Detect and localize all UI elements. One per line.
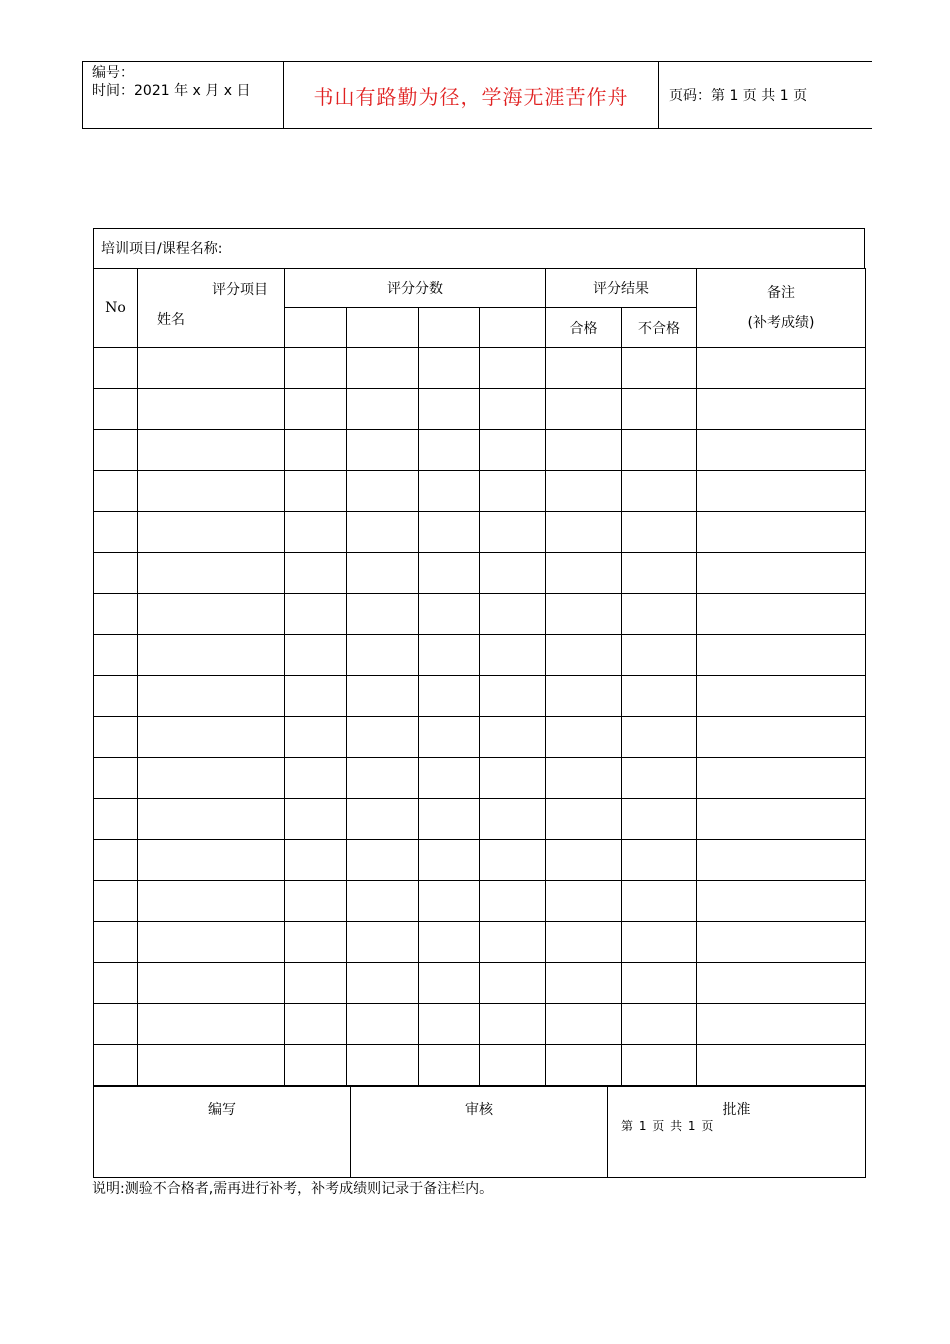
table-cell[interactable] bbox=[480, 594, 546, 635]
table-cell[interactable] bbox=[347, 553, 419, 594]
table-cell[interactable] bbox=[94, 840, 138, 881]
table-cell[interactable] bbox=[622, 430, 697, 471]
table-cell[interactable] bbox=[419, 1004, 480, 1045]
table-cell[interactable] bbox=[347, 963, 419, 1004]
table-cell[interactable] bbox=[285, 1004, 347, 1045]
table-cell[interactable] bbox=[546, 553, 622, 594]
table-cell[interactable] bbox=[697, 471, 866, 512]
col-remark-label: 备注 bbox=[767, 285, 795, 301]
table-cell[interactable] bbox=[94, 717, 138, 758]
table-cell[interactable] bbox=[480, 881, 546, 922]
table-cell[interactable] bbox=[94, 799, 138, 840]
table-cell[interactable] bbox=[138, 799, 285, 840]
table-cell[interactable] bbox=[622, 676, 697, 717]
table-cell[interactable] bbox=[480, 553, 546, 594]
date-label: 时间：2021 年 x 月 x 日 bbox=[92, 83, 251, 99]
table-cell[interactable] bbox=[285, 512, 347, 553]
table-cell[interactable] bbox=[347, 1004, 419, 1045]
table-cell[interactable] bbox=[419, 512, 480, 553]
motto: 书山有路勤为径，学海无涯苦作舟 bbox=[284, 62, 659, 128]
table-cell[interactable] bbox=[138, 1045, 285, 1086]
col-result-header: 评分结果 bbox=[546, 269, 697, 308]
table-cell[interactable] bbox=[347, 799, 419, 840]
writer-label: 编写 bbox=[208, 1102, 236, 1118]
table-cell[interactable] bbox=[697, 1045, 866, 1086]
table-row bbox=[94, 512, 866, 553]
table-cell[interactable] bbox=[622, 512, 697, 553]
col-item-name-header bbox=[138, 269, 285, 348]
table-cell[interactable] bbox=[546, 471, 622, 512]
table-cell[interactable] bbox=[480, 922, 546, 963]
table-cell[interactable] bbox=[622, 635, 697, 676]
reviewer-cell[interactable] bbox=[351, 1087, 608, 1178]
table-cell[interactable] bbox=[347, 430, 419, 471]
table-cell[interactable] bbox=[480, 1045, 546, 1086]
table-cell[interactable] bbox=[285, 1045, 347, 1086]
col-pass-header: 合格 bbox=[546, 308, 622, 348]
table-cell[interactable] bbox=[94, 430, 138, 471]
table-row bbox=[94, 635, 866, 676]
table-cell[interactable] bbox=[94, 881, 138, 922]
table-cell[interactable] bbox=[697, 1004, 866, 1045]
course-label: 培训项目/课程名称: bbox=[101, 241, 223, 257]
approver-cell[interactable] bbox=[608, 1087, 866, 1178]
header-meta bbox=[83, 62, 284, 128]
page-label: 页码：第 1 页 共 1 页 bbox=[669, 88, 808, 104]
table-cell[interactable] bbox=[138, 471, 285, 512]
table-cell[interactable] bbox=[697, 389, 866, 430]
table-cell[interactable] bbox=[622, 840, 697, 881]
page-small-label: 第 1 页 共 1 页 bbox=[621, 1119, 715, 1133]
table-cell[interactable] bbox=[622, 717, 697, 758]
table-cell[interactable] bbox=[347, 348, 419, 389]
table-cell[interactable] bbox=[480, 799, 546, 840]
table-cell[interactable] bbox=[347, 594, 419, 635]
table-cell[interactable] bbox=[622, 1004, 697, 1045]
table-cell[interactable] bbox=[419, 758, 480, 799]
table-cell[interactable] bbox=[622, 389, 697, 430]
table-cell[interactable] bbox=[138, 717, 285, 758]
table-cell[interactable] bbox=[94, 963, 138, 1004]
table-cell[interactable] bbox=[480, 676, 546, 717]
table-cell[interactable] bbox=[285, 758, 347, 799]
table-cell[interactable] bbox=[138, 389, 285, 430]
table-cell[interactable] bbox=[419, 717, 480, 758]
table-cell[interactable] bbox=[94, 512, 138, 553]
course-name-field[interactable] bbox=[93, 228, 865, 269]
sign-table bbox=[93, 1086, 866, 1178]
table-cell[interactable] bbox=[285, 922, 347, 963]
table-cell[interactable] bbox=[285, 881, 347, 922]
table-row bbox=[94, 389, 866, 430]
table-cell[interactable] bbox=[419, 799, 480, 840]
writer-cell[interactable] bbox=[94, 1087, 351, 1178]
table-cell[interactable] bbox=[480, 840, 546, 881]
col-no-header: No bbox=[94, 269, 138, 348]
table-cell[interactable] bbox=[480, 430, 546, 471]
table-row bbox=[94, 799, 866, 840]
table-cell[interactable] bbox=[419, 471, 480, 512]
table-cell[interactable] bbox=[480, 635, 546, 676]
table-cell[interactable] bbox=[546, 1004, 622, 1045]
table-cell[interactable] bbox=[546, 963, 622, 1004]
table-cell[interactable] bbox=[622, 1045, 697, 1086]
table-row bbox=[94, 471, 866, 512]
table-cell[interactable] bbox=[546, 1045, 622, 1086]
table-cell[interactable] bbox=[697, 635, 866, 676]
table-cell[interactable] bbox=[622, 594, 697, 635]
table-cell[interactable] bbox=[138, 840, 285, 881]
col-score-header: 评分分数 bbox=[285, 269, 546, 308]
table-cell[interactable] bbox=[285, 553, 347, 594]
table-cell[interactable] bbox=[480, 512, 546, 553]
table-cell[interactable] bbox=[546, 594, 622, 635]
table-cell[interactable] bbox=[94, 1045, 138, 1086]
number-label: 编号： bbox=[92, 65, 134, 81]
table-cell[interactable] bbox=[285, 799, 347, 840]
table-cell[interactable] bbox=[622, 881, 697, 922]
table-cell[interactable] bbox=[697, 758, 866, 799]
table-cell[interactable] bbox=[347, 512, 419, 553]
col-item-label: 评分项目 bbox=[212, 282, 268, 298]
table-cell[interactable] bbox=[138, 1004, 285, 1045]
table-cell[interactable] bbox=[138, 635, 285, 676]
table-cell[interactable] bbox=[285, 594, 347, 635]
table-cell[interactable] bbox=[94, 635, 138, 676]
reviewer-label: 审核 bbox=[465, 1102, 493, 1118]
table-cell[interactable] bbox=[138, 594, 285, 635]
col-name-label: 姓名 bbox=[157, 312, 185, 328]
table-cell[interactable] bbox=[138, 758, 285, 799]
table-cell[interactable] bbox=[347, 881, 419, 922]
table-row bbox=[94, 758, 866, 799]
table-cell[interactable] bbox=[347, 717, 419, 758]
table-row bbox=[94, 348, 866, 389]
table-cell[interactable] bbox=[285, 348, 347, 389]
table-cell[interactable] bbox=[347, 840, 419, 881]
score-subcol-2[interactable] bbox=[347, 308, 419, 348]
table-row bbox=[94, 1045, 866, 1086]
table-row bbox=[94, 922, 866, 963]
table-cell[interactable] bbox=[94, 676, 138, 717]
table-cell[interactable] bbox=[697, 881, 866, 922]
table-cell[interactable] bbox=[347, 1045, 419, 1086]
table-cell[interactable] bbox=[697, 553, 866, 594]
table-cell[interactable] bbox=[622, 348, 697, 389]
score-subcol-1[interactable] bbox=[285, 308, 347, 348]
table-cell[interactable] bbox=[419, 430, 480, 471]
table-cell[interactable] bbox=[285, 471, 347, 512]
table-cell[interactable] bbox=[697, 430, 866, 471]
table-cell[interactable] bbox=[697, 799, 866, 840]
table-cell[interactable] bbox=[347, 471, 419, 512]
table-cell[interactable] bbox=[138, 881, 285, 922]
table-cell[interactable] bbox=[138, 348, 285, 389]
table-cell[interactable] bbox=[138, 922, 285, 963]
table-cell[interactable] bbox=[622, 758, 697, 799]
table-cell[interactable] bbox=[480, 471, 546, 512]
table-cell[interactable] bbox=[480, 348, 546, 389]
table-cell[interactable] bbox=[546, 389, 622, 430]
table-cell[interactable] bbox=[697, 840, 866, 881]
table-cell[interactable] bbox=[622, 963, 697, 1004]
table-cell[interactable] bbox=[94, 348, 138, 389]
col-fail-header: 不合格 bbox=[622, 308, 697, 348]
table-cell[interactable] bbox=[94, 389, 138, 430]
score-subcol-3[interactable] bbox=[419, 308, 480, 348]
table-cell[interactable] bbox=[546, 676, 622, 717]
table-cell[interactable] bbox=[347, 389, 419, 430]
table-cell[interactable] bbox=[285, 676, 347, 717]
table-cell[interactable] bbox=[697, 676, 866, 717]
table-cell[interactable] bbox=[138, 963, 285, 1004]
table-cell[interactable] bbox=[546, 348, 622, 389]
table-cell[interactable] bbox=[419, 1045, 480, 1086]
table-row bbox=[94, 881, 866, 922]
table-cell[interactable] bbox=[138, 553, 285, 594]
footnote: 说明:测验不合格者,需再进行补考，补考成绩则记录于备注栏内。 bbox=[92, 1181, 494, 1197]
table-row bbox=[94, 676, 866, 717]
table-cell[interactable] bbox=[546, 799, 622, 840]
score-table bbox=[93, 268, 866, 1086]
table-cell[interactable] bbox=[285, 389, 347, 430]
table-cell[interactable] bbox=[697, 348, 866, 389]
table-row bbox=[94, 430, 866, 471]
col-remark-header bbox=[697, 269, 866, 348]
table-cell[interactable] bbox=[285, 430, 347, 471]
table-cell[interactable] bbox=[285, 963, 347, 1004]
table-row bbox=[94, 717, 866, 758]
table-cell[interactable] bbox=[546, 922, 622, 963]
table-cell[interactable] bbox=[546, 840, 622, 881]
table-cell[interactable] bbox=[419, 553, 480, 594]
table-cell[interactable] bbox=[285, 840, 347, 881]
table-cell[interactable] bbox=[546, 512, 622, 553]
approver-label: 批准 bbox=[722, 1102, 751, 1118]
table-cell[interactable] bbox=[419, 922, 480, 963]
table-row bbox=[94, 594, 866, 635]
table-cell[interactable] bbox=[347, 922, 419, 963]
table-cell[interactable] bbox=[94, 1004, 138, 1045]
table-cell[interactable] bbox=[419, 594, 480, 635]
table-cell[interactable] bbox=[622, 471, 697, 512]
table-cell[interactable] bbox=[94, 553, 138, 594]
table-cell[interactable] bbox=[622, 553, 697, 594]
table-cell[interactable] bbox=[94, 594, 138, 635]
table-cell[interactable] bbox=[622, 799, 697, 840]
table-row bbox=[94, 963, 866, 1004]
table-row bbox=[94, 1004, 866, 1045]
table-cell[interactable] bbox=[419, 348, 480, 389]
table-cell[interactable] bbox=[347, 676, 419, 717]
table-cell[interactable] bbox=[138, 676, 285, 717]
table-cell[interactable] bbox=[697, 717, 866, 758]
table-cell[interactable] bbox=[94, 758, 138, 799]
table-cell[interactable] bbox=[697, 512, 866, 553]
table-cell[interactable] bbox=[419, 676, 480, 717]
table-cell[interactable] bbox=[285, 717, 347, 758]
table-cell[interactable] bbox=[546, 635, 622, 676]
table-cell[interactable] bbox=[697, 922, 866, 963]
table-cell[interactable] bbox=[419, 389, 480, 430]
table-cell[interactable] bbox=[480, 717, 546, 758]
table-cell[interactable] bbox=[94, 922, 138, 963]
document-header bbox=[82, 61, 872, 129]
col-remark-sub: (补考成绩) bbox=[747, 315, 815, 331]
table-cell[interactable] bbox=[94, 471, 138, 512]
table-cell[interactable] bbox=[419, 840, 480, 881]
table-row bbox=[94, 840, 866, 881]
table-cell[interactable] bbox=[347, 635, 419, 676]
table-cell[interactable] bbox=[285, 635, 347, 676]
table-cell[interactable] bbox=[622, 922, 697, 963]
table-cell[interactable] bbox=[347, 758, 419, 799]
table-cell[interactable] bbox=[138, 430, 285, 471]
table-cell[interactable] bbox=[480, 963, 546, 1004]
table-cell[interactable] bbox=[138, 512, 285, 553]
table-cell[interactable] bbox=[480, 389, 546, 430]
table-cell[interactable] bbox=[546, 881, 622, 922]
table-row bbox=[94, 553, 866, 594]
table-cell[interactable] bbox=[480, 758, 546, 799]
table-cell[interactable] bbox=[419, 881, 480, 922]
table-cell[interactable] bbox=[419, 635, 480, 676]
table-cell[interactable] bbox=[419, 963, 480, 1004]
table-cell[interactable] bbox=[697, 963, 866, 1004]
table-cell[interactable] bbox=[546, 758, 622, 799]
table-cell[interactable] bbox=[480, 1004, 546, 1045]
score-subcol-4[interactable] bbox=[480, 308, 546, 348]
table-cell[interactable] bbox=[546, 717, 622, 758]
table-cell[interactable] bbox=[546, 430, 622, 471]
table-cell[interactable] bbox=[697, 594, 866, 635]
